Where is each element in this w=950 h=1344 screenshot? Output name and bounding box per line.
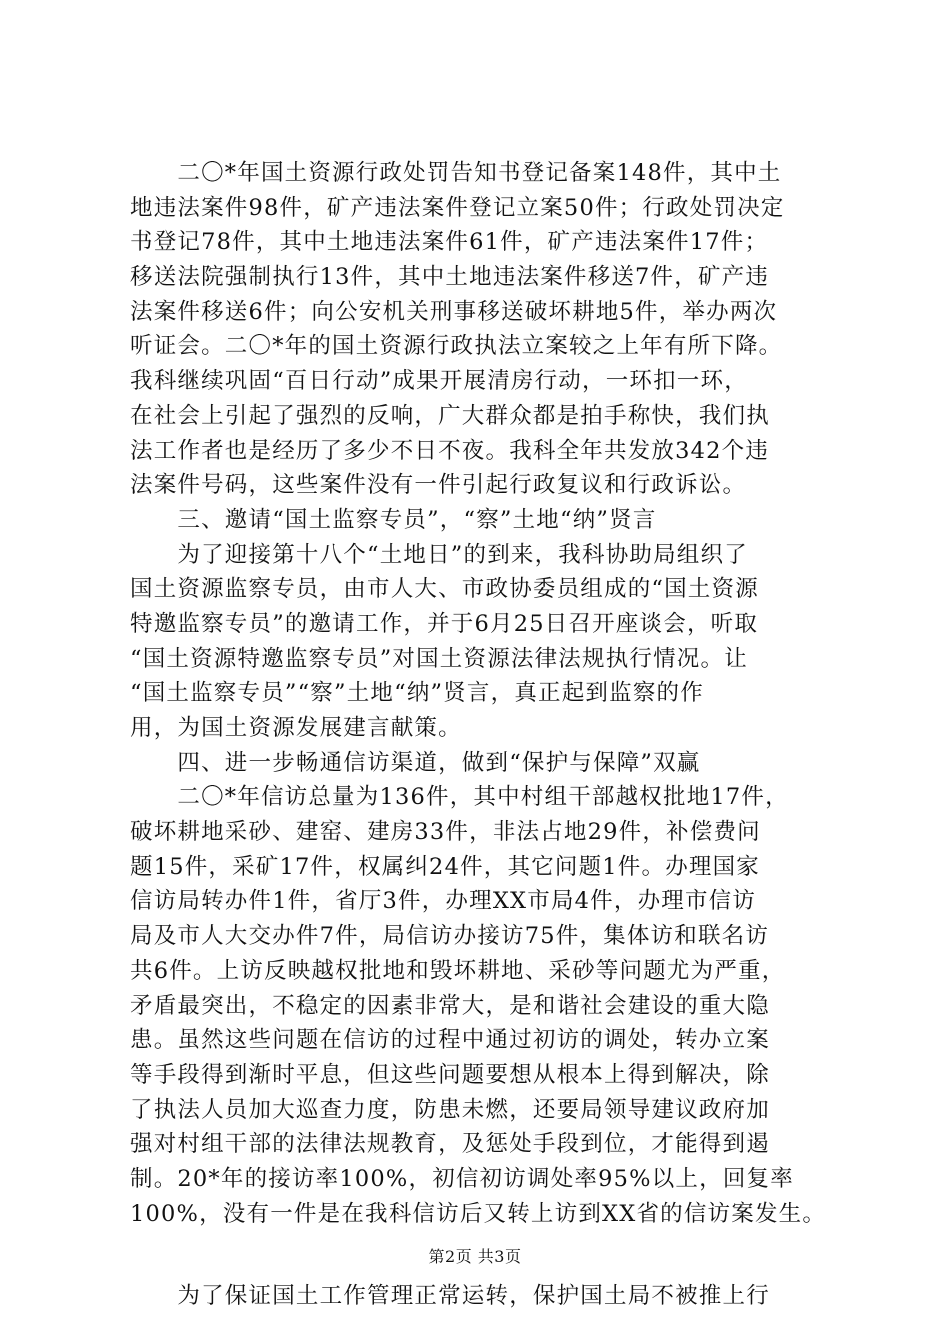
text-line: 在社会上引起了强烈的反响，广大群众都是拍手称快，我们执	[130, 402, 770, 429]
text-line: 法案件移送6件；向公安机关刑事移送破坏耕地5件，举办两次	[130, 298, 778, 325]
text-line: 破坏耕地采砂、建窑、建房33件，非法占地29件，补偿费问	[130, 819, 761, 846]
text-line: 题15件，采矿17件，权属纠24件，其它问题1件。办理国家	[130, 853, 761, 880]
text-line: 三、邀请“国土监察专员”，“察”土地“纳”贤言	[130, 506, 657, 533]
text-line: 为了迎接第十八个“土地日”的到来，我科协助局组织了	[130, 541, 748, 568]
text-line: 共6件。上访反映越权批地和毁坏耕地、采砂等问题尤为严重，	[130, 957, 786, 984]
text-line: 矛盾最突出，不稳定的因素非常大，是和谐社会建设的重大隐	[130, 992, 770, 1019]
text-line: 制。20*年的接访率100%，初信初访调处率95%以上，回复率	[130, 1165, 794, 1192]
text-line: 二〇*年国土资源行政处罚告知书登记备案148件，其中土	[130, 160, 782, 186]
text-line: 听证会。二〇*年的国土资源行政执法立案较之上年有所下降。	[130, 333, 783, 360]
text-line: 移送法院强制执行13件，其中土地违法案件移送7件，矿产违	[130, 264, 770, 291]
text-line: 100%，没有一件是在我科信访后又转上访到XX省的信访案发生。	[130, 1200, 827, 1227]
text-line: 强对村组干部的法律法规教育，及惩处手段到位，才能得到遏	[130, 1131, 770, 1158]
text-line: 国土资源监察专员，由市人大、市政协委员组成的“国土资源	[130, 576, 759, 603]
document-body	[130, 156, 842, 1314]
text-line: 为了保证国土工作管理正常运转，保护国土局不被推上行	[130, 1283, 770, 1310]
text-line: 患。虽然这些问题在信访的过程中通过初访的调处，转办立案	[130, 1027, 770, 1054]
text-line: 了执法人员加大巡查力度，防患未燃，还要局领导建议政府加	[130, 1096, 770, 1123]
text-line: 书登记78件，其中土地违法案件61件，矿产违法案件17件；	[130, 229, 769, 256]
text-line: “国土资源特邀监察专员”对国土资源法律法规执行情况。让	[130, 645, 748, 672]
text-line: 局及市人大交办件7件，局信访办接访75件，集体访和联名访	[130, 923, 770, 950]
text-line: 二〇*年信访总量为136件，其中村组干部越权批地17件，	[130, 784, 789, 811]
text-line: “国土监察专员”“察”土地“纳”贤言，真正起到监察的作	[130, 680, 704, 707]
page-footer: 第2页 共3页	[428, 1247, 522, 1266]
text-line: 信访局转办件1件，省厅3件，办理XX市局4件，办理市信访	[130, 888, 757, 915]
text-line: 四、进一步畅通信访渠道，做到“保护与保障”双赢	[130, 749, 701, 776]
text-line: 特邀监察专员”的邀请工作，并于6月25日召开座谈会，听取	[130, 610, 759, 637]
text-line: 等手段得到渐时平息，但这些问题要想从根本上得到解决，除	[130, 1061, 770, 1088]
text-line: 地违法案件98件，矿产违法案件登记立案50件；行政处罚决定	[130, 194, 785, 221]
text-line: 我科继续巩固“百日行动”成果开展清房行动，一环扣一环，	[130, 368, 748, 395]
text-line: 用，为国土资源发展建言献策。	[130, 715, 462, 741]
text-line: 法案件号码，这些案件没有一件引起行政复议和行政诉讼。	[130, 472, 747, 499]
text-line: 法工作者也是经历了多少不日不夜。我科全年共发放342个违	[130, 437, 770, 464]
